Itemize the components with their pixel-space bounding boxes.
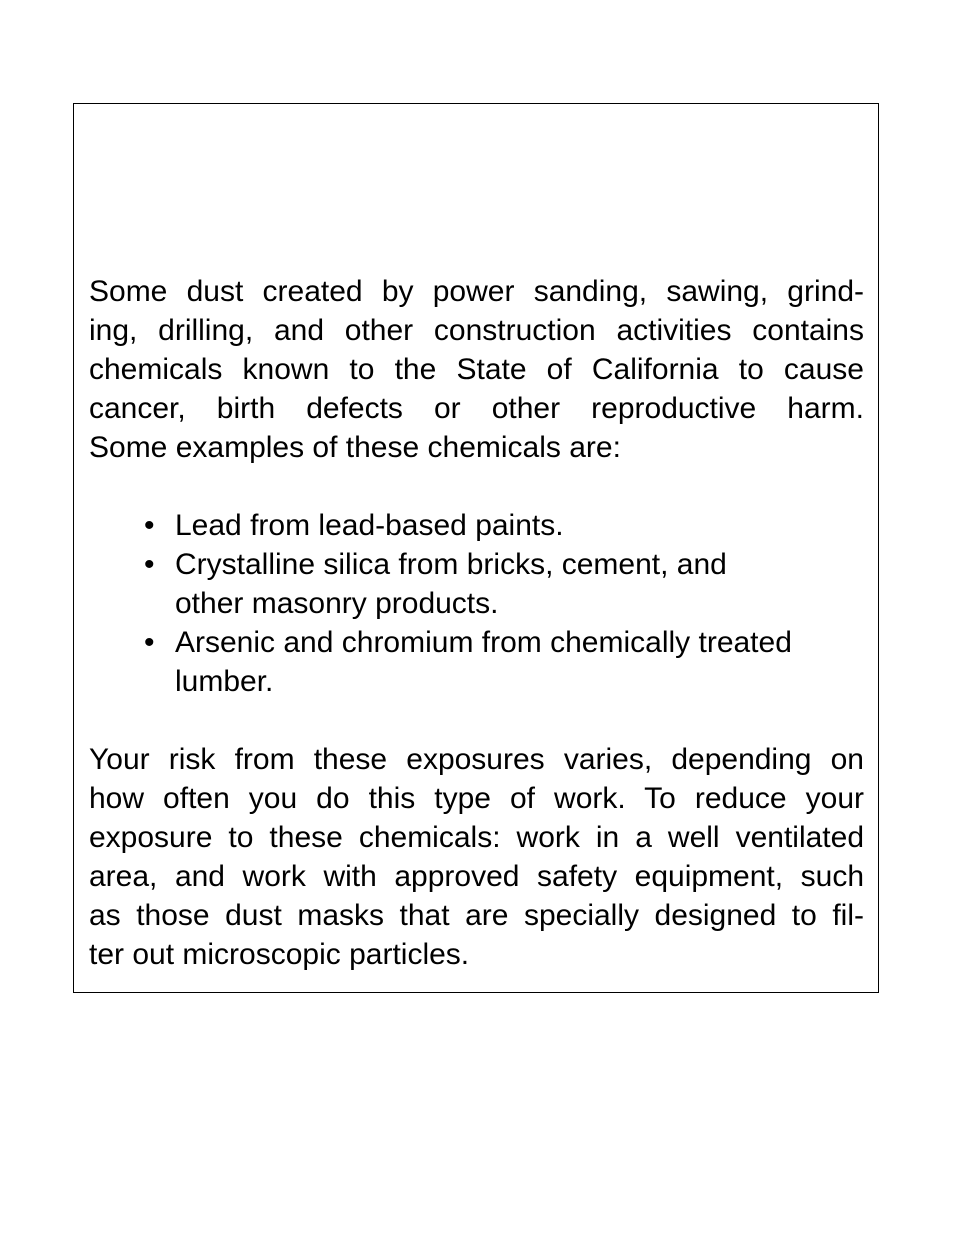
list-item-line: Lead from lead-based paints. (175, 509, 564, 542)
bullet-icon: • (144, 509, 155, 542)
risk-line: exposure to these chemicals: work in a well ventilated (89, 821, 864, 854)
list-item (144, 506, 864, 545)
intro-line: cancer, birth defects or other reproductive harm. (89, 392, 864, 425)
list-item-line: lumber. (175, 665, 274, 698)
intro-line: chemicals known to the State of California to cause (89, 353, 864, 386)
risk-paragraph (89, 740, 864, 974)
list-item (144, 623, 864, 701)
warning-box (73, 103, 879, 993)
list-item (144, 545, 864, 623)
risk-line: as those dust masks that are specially designed to fil- (89, 899, 864, 932)
intro-paragraph (89, 272, 864, 467)
intro-line: Some examples of these chemicals are: (89, 431, 621, 464)
warning-content (89, 272, 864, 974)
risk-line: how often you do this type of work. To reduce your (89, 782, 864, 815)
risk-line: area, and work with approved safety equipment, such (89, 860, 864, 893)
intro-line: ing, drilling, and other construction activities contains (89, 314, 864, 347)
bullet-icon: • (144, 548, 155, 581)
risk-line: Your risk from these exposures varies, depending on (89, 743, 864, 776)
list-item-line: Crystalline silica from bricks, cement, and (175, 548, 727, 581)
intro-line: Some dust created by power sanding, sawing, grind- (89, 275, 864, 308)
bullet-icon: • (144, 626, 155, 659)
examples-list (89, 506, 864, 701)
list-item-line: Arsenic and chromium from chemically treated (175, 626, 792, 659)
list-item-line: other masonry products. (175, 587, 499, 620)
risk-line: ter out microscopic particles. (89, 938, 470, 971)
